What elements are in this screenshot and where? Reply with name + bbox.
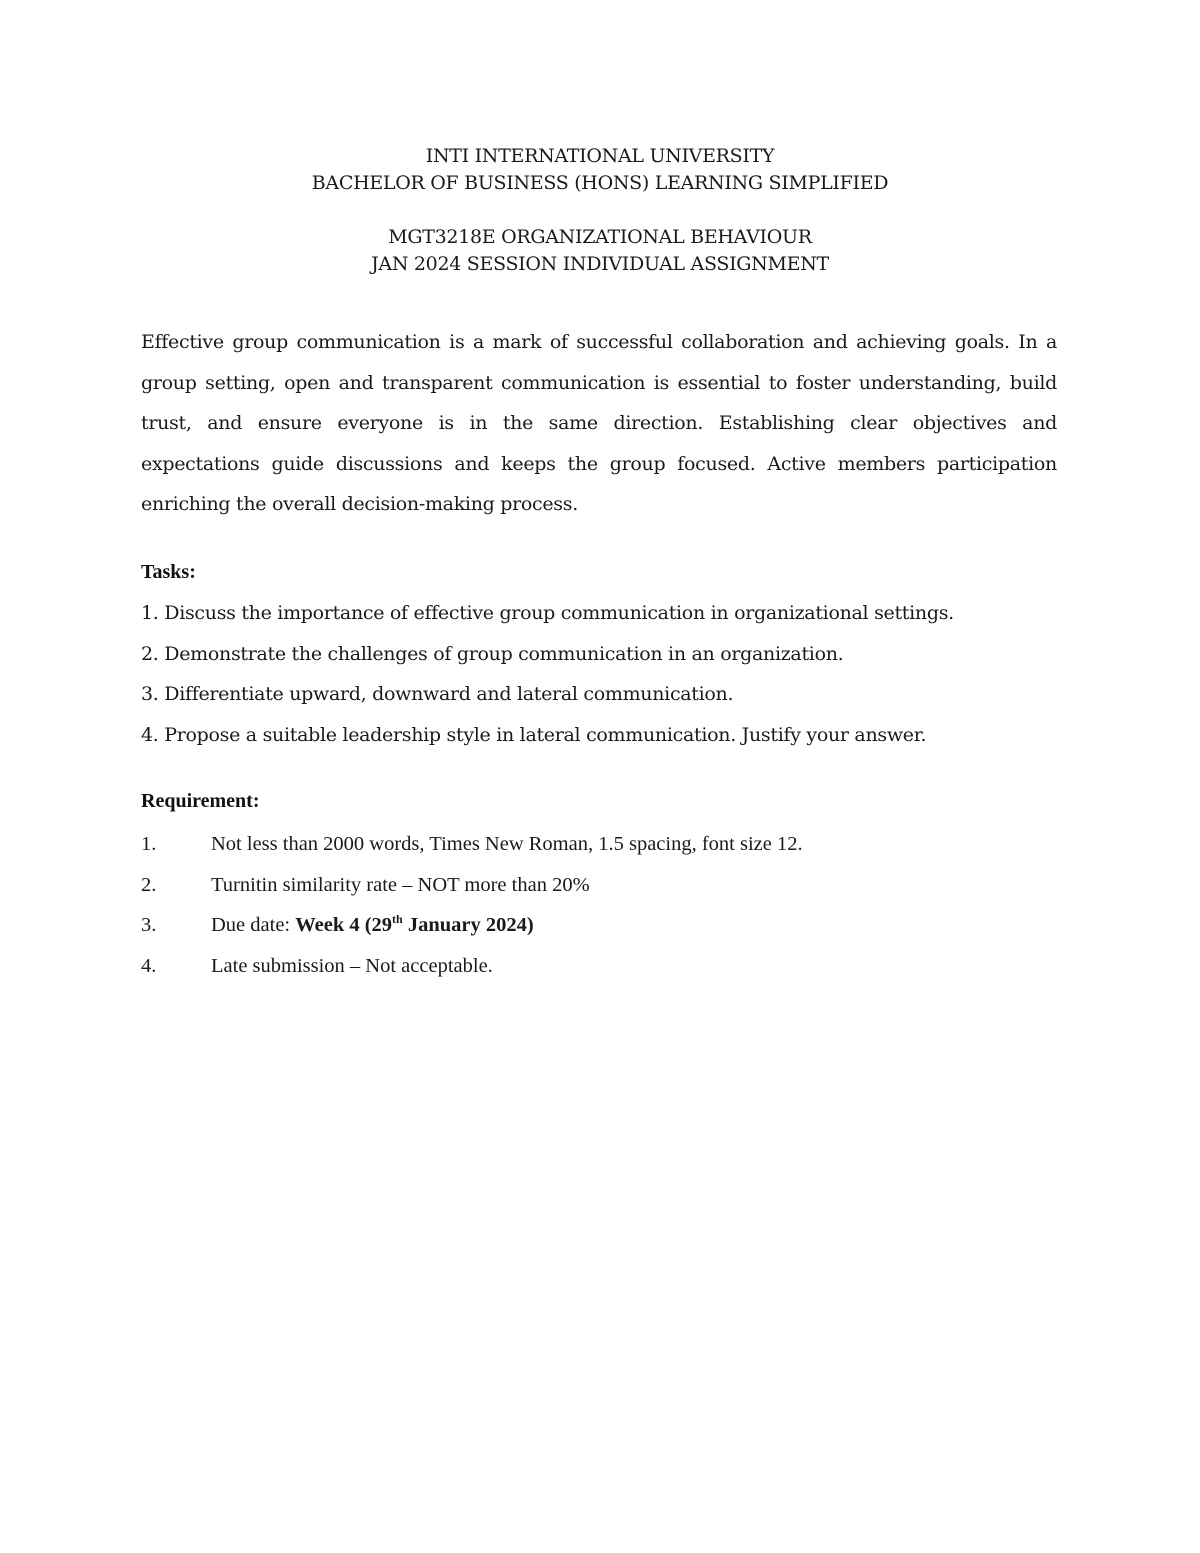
programme-name: BACHELOR OF BUSINESS (HONS) LEARNING SIMPLIFIED xyxy=(311,172,889,194)
task-item: 2. Demonstrate the challenges of group communication in an organization. xyxy=(141,642,844,665)
tasks-heading: Tasks: xyxy=(141,561,196,583)
requirement-number: 4. xyxy=(141,954,157,977)
due-date-week: Week 4 (29 xyxy=(295,914,393,937)
requirement-heading: Requirement: xyxy=(141,790,260,812)
requirement-text: Turnitin similarity rate – NOT more than 20% xyxy=(211,873,590,896)
university-name: INTI INTERNATIONAL UNIVERSITY xyxy=(425,145,775,167)
requirement-number: 1. xyxy=(141,833,157,855)
requirement-text: Due date: xyxy=(211,914,296,937)
requirement-item xyxy=(141,946,1091,987)
due-date-month: January 2024) xyxy=(402,914,534,937)
task-item: 3. Differentiate upward, downward and lateral communication. xyxy=(141,683,734,706)
session-title: JAN 2024 SESSION INDIVIDUAL ASSIGNMENT xyxy=(371,253,829,275)
requirement-list xyxy=(141,824,1091,986)
header-institution xyxy=(0,143,1200,197)
header-course xyxy=(0,224,1200,278)
requirement-text: Not less than 2000 words, Times New Roman, 1.5 spacing, font size 12. xyxy=(211,833,803,855)
requirement-item xyxy=(141,905,1091,946)
requirement-item xyxy=(141,824,1091,865)
course-title: MGT3218E ORGANIZATIONAL BEHAVIOUR xyxy=(388,226,812,248)
requirement-number: 3. xyxy=(141,914,157,937)
task-item: 1. Discuss the importance of effective group communication in organizational settings. xyxy=(141,602,954,624)
task-item: 4. Propose a suitable leadership style in lateral communication. Justify your answer. xyxy=(141,723,927,746)
requirement-text: Late submission – Not acceptable. xyxy=(211,954,493,977)
requirement-item xyxy=(141,865,1091,906)
requirement-number: 2. xyxy=(141,873,157,896)
due-date-ordinal: th xyxy=(392,912,403,927)
tasks-list xyxy=(141,593,1091,755)
intro-paragraph: Effective group communication is a mark of successful collaboration and achieving goals. In a group setting, open and transparent communication is essential to foster understanding, build trust, and ensure everyone is in the same direction. Establishing clear objectives and expectations guide discussions and keeps the group focused. Active members participation enriching the overall decision-making process. xyxy=(141,331,1057,516)
